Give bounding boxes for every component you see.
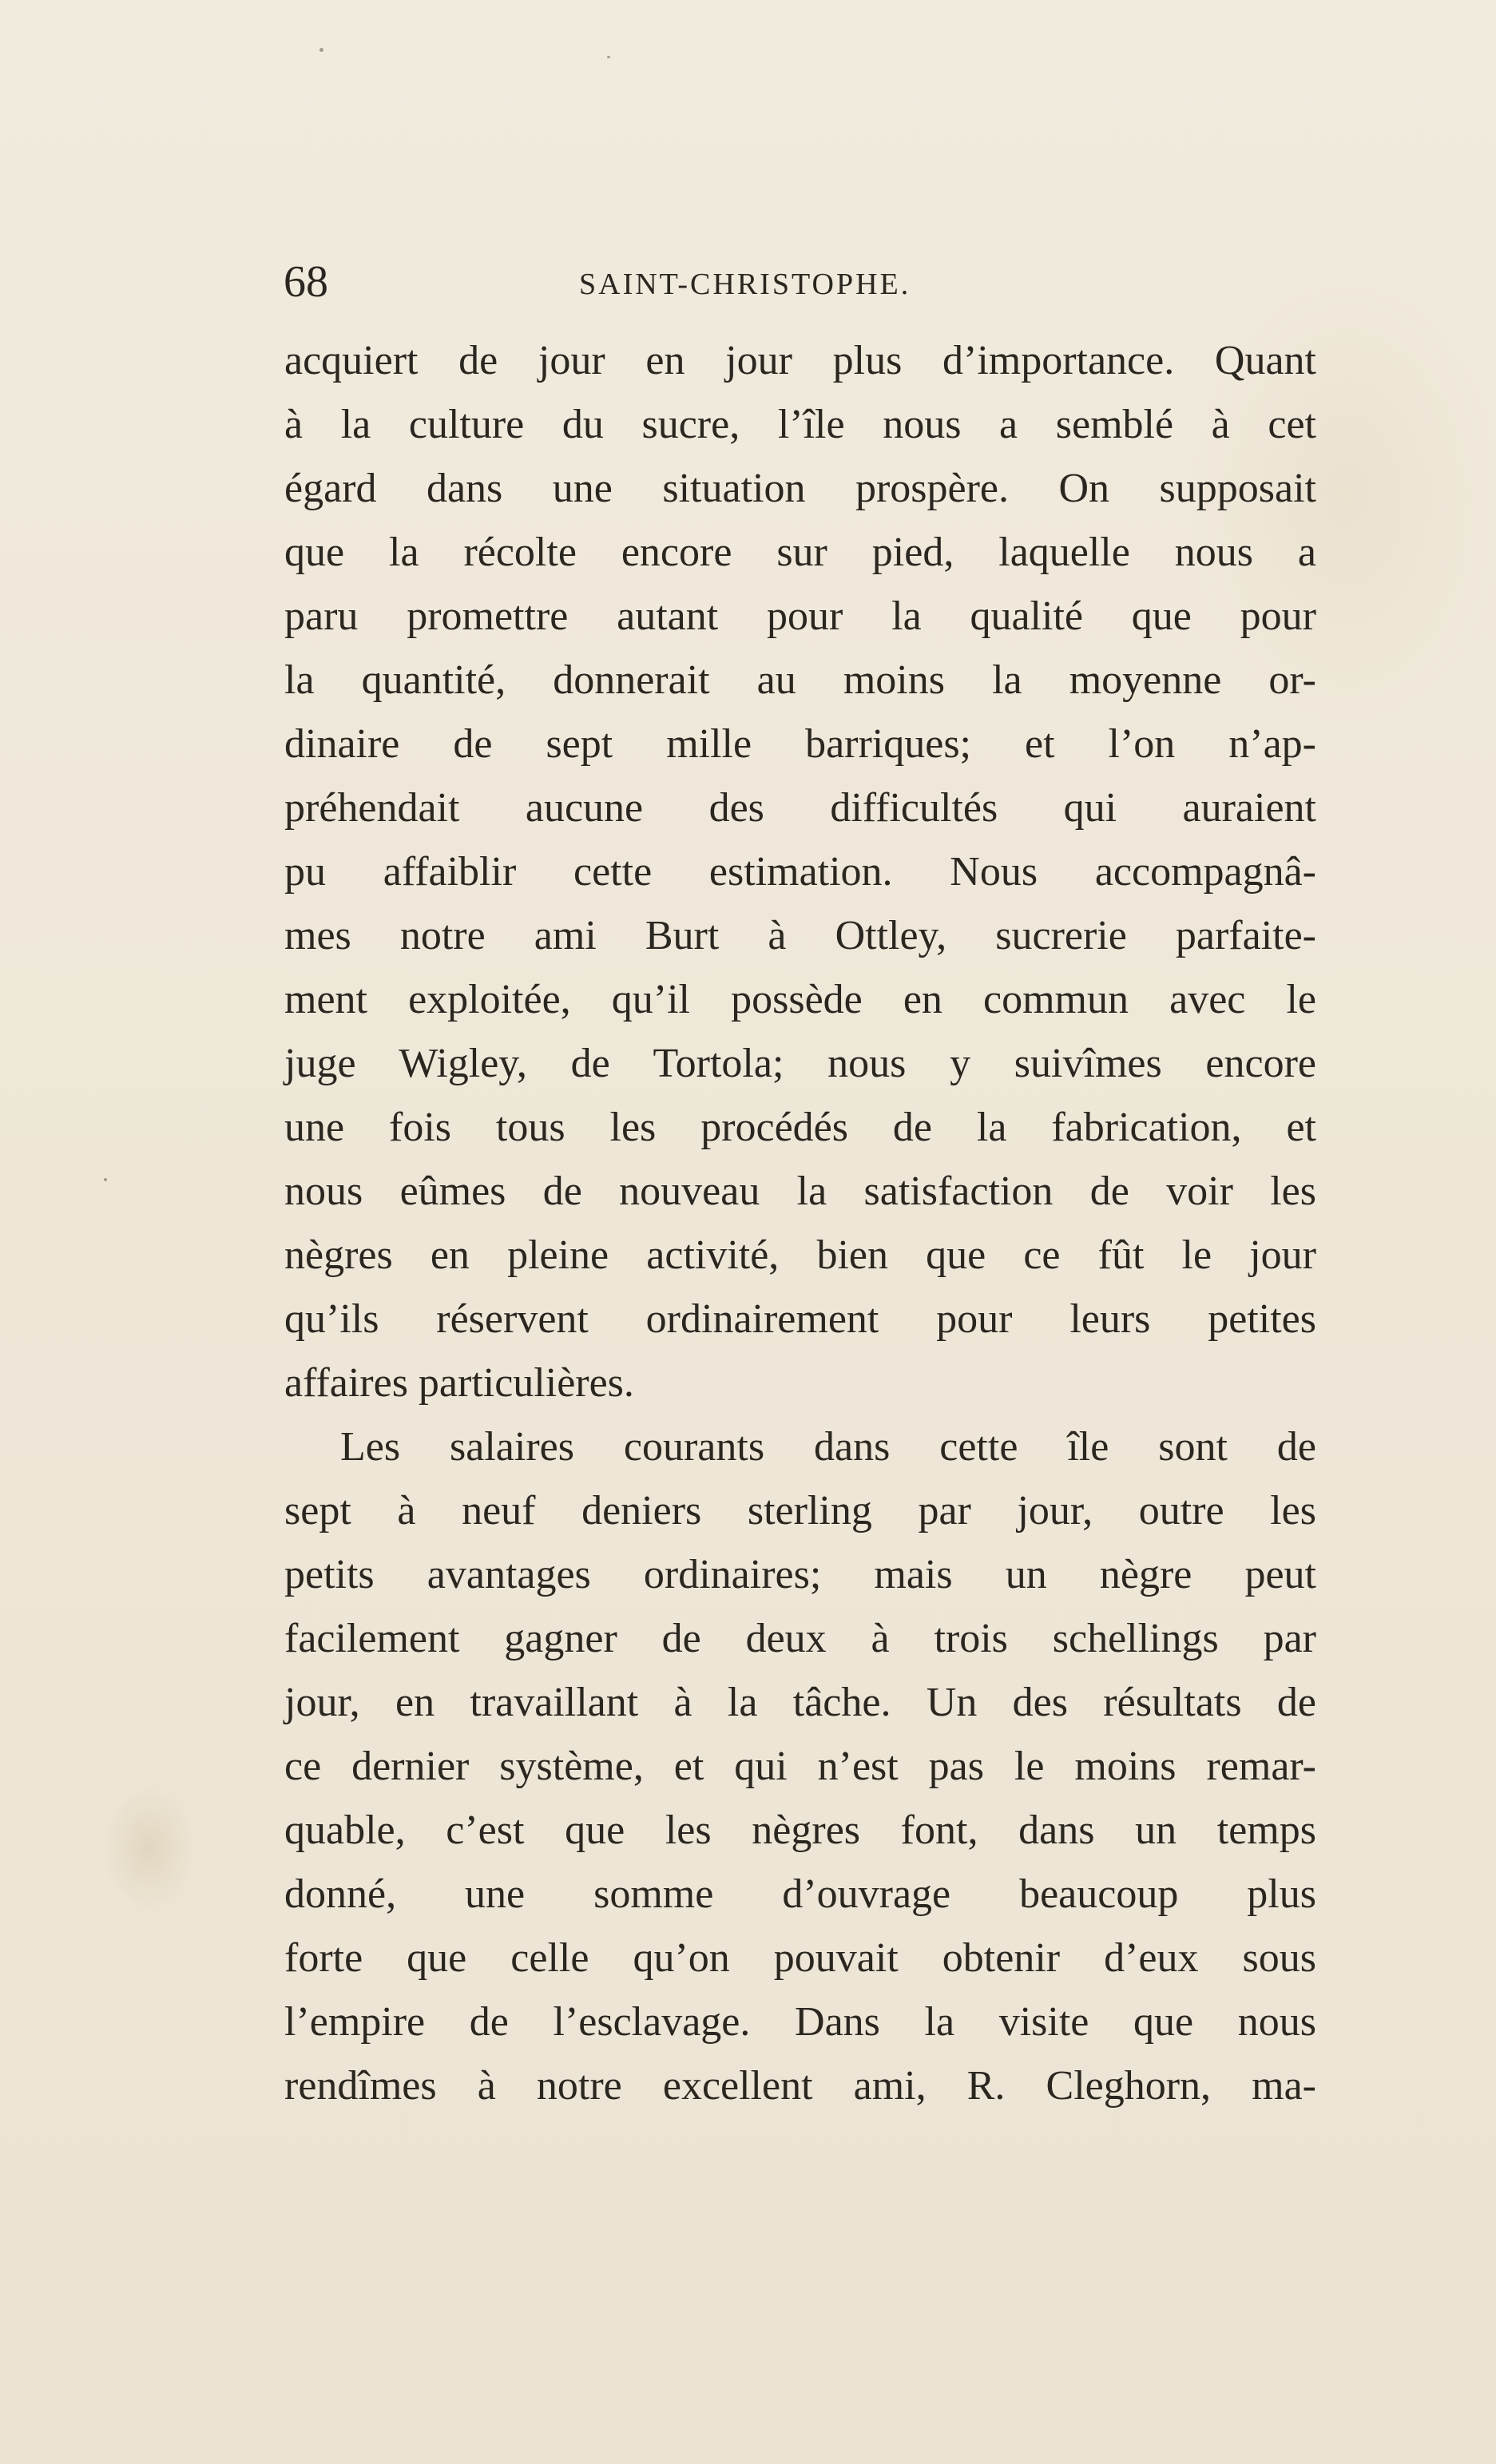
text-line: petits avantages ordinaires; mais un nègre peut <box>284 1552 1316 1597</box>
page-number: 68 <box>284 257 328 307</box>
text-line: sept à neuf deniers sterling par jour, outre les <box>284 1488 1316 1534</box>
body-text <box>284 329 1316 2118</box>
text-line: une fois tous les procédés de la fabrication, et <box>284 1105 1316 1150</box>
text-line: Les salaires courants dans cette île sont de <box>340 1424 1316 1470</box>
paper-speck <box>104 1178 107 1181</box>
running-head: SAINT-CHRISTOPHE. <box>579 268 911 301</box>
text-line: l’empire de l’esclavage. Dans la visite que nous <box>284 1999 1316 2045</box>
text-line: la quantité, donnerait au moins la moyenne or- <box>284 657 1316 703</box>
text-line: facilement gagner de deux à trois schellings par <box>284 1616 1316 1661</box>
paragraph-2 <box>284 1415 1316 2118</box>
text-line: préhendait aucune des difficultés qui auraient <box>284 785 1316 831</box>
text-line: acquiert de jour en jour plus d’importance. Quant <box>284 338 1316 383</box>
text-line: paru promettre autant pour la qualité que pour <box>284 593 1316 639</box>
text-line: dinaire de sept mille barriques; et l’on n’ap- <box>284 721 1316 767</box>
text-line: égard dans une situation prospère. On supposait <box>284 466 1316 511</box>
text-line: à la culture du sucre, l’île nous a semblé à cet <box>284 402 1316 447</box>
paragraph-1 <box>284 329 1316 1415</box>
text-line: ment exploitée, qu’il possède en commun avec le <box>284 977 1316 1022</box>
text-line: rendîmes à notre excellent ami, R. Cleghorn, ma- <box>284 2063 1316 2109</box>
text-line: quable, c’est que les nègres font, dans un temps <box>284 1807 1316 1853</box>
text-line: juge Wigley, de Tortola; nous y suivîmes encore <box>284 1041 1316 1086</box>
text-line: pu affaiblir cette estimation. Nous accompagnâ- <box>284 849 1316 895</box>
text-line: nous eûmes de nouveau la satisfaction de voir les <box>284 1169 1316 1214</box>
text-line: jour, en travaillant à la tâche. Un des résultats de <box>284 1680 1316 1725</box>
paper-speck <box>607 56 610 58</box>
text-line: mes notre ami Burt à Ottley, sucrerie parfaite- <box>284 913 1316 958</box>
page-header <box>284 254 1318 310</box>
text-line: qu’ils réservent ordinairement pour leurs petites <box>284 1296 1316 1342</box>
text-line: forte que celle qu’on pouvait obtenir d’eux sous <box>284 1935 1316 1981</box>
text-line: affaires particulières. <box>284 1360 634 1406</box>
text-line: nègres en pleine activité, bien que ce fût le jour <box>284 1232 1316 1278</box>
text-line: donné, une somme d’ouvrage beaucoup plus <box>284 1871 1316 1917</box>
text-line: ce dernier système, et qui n’est pas le moins remar- <box>284 1744 1316 1789</box>
text-line: que la récolte encore sur pied, laquelle nous a <box>284 530 1316 575</box>
paper-speck <box>319 48 323 52</box>
